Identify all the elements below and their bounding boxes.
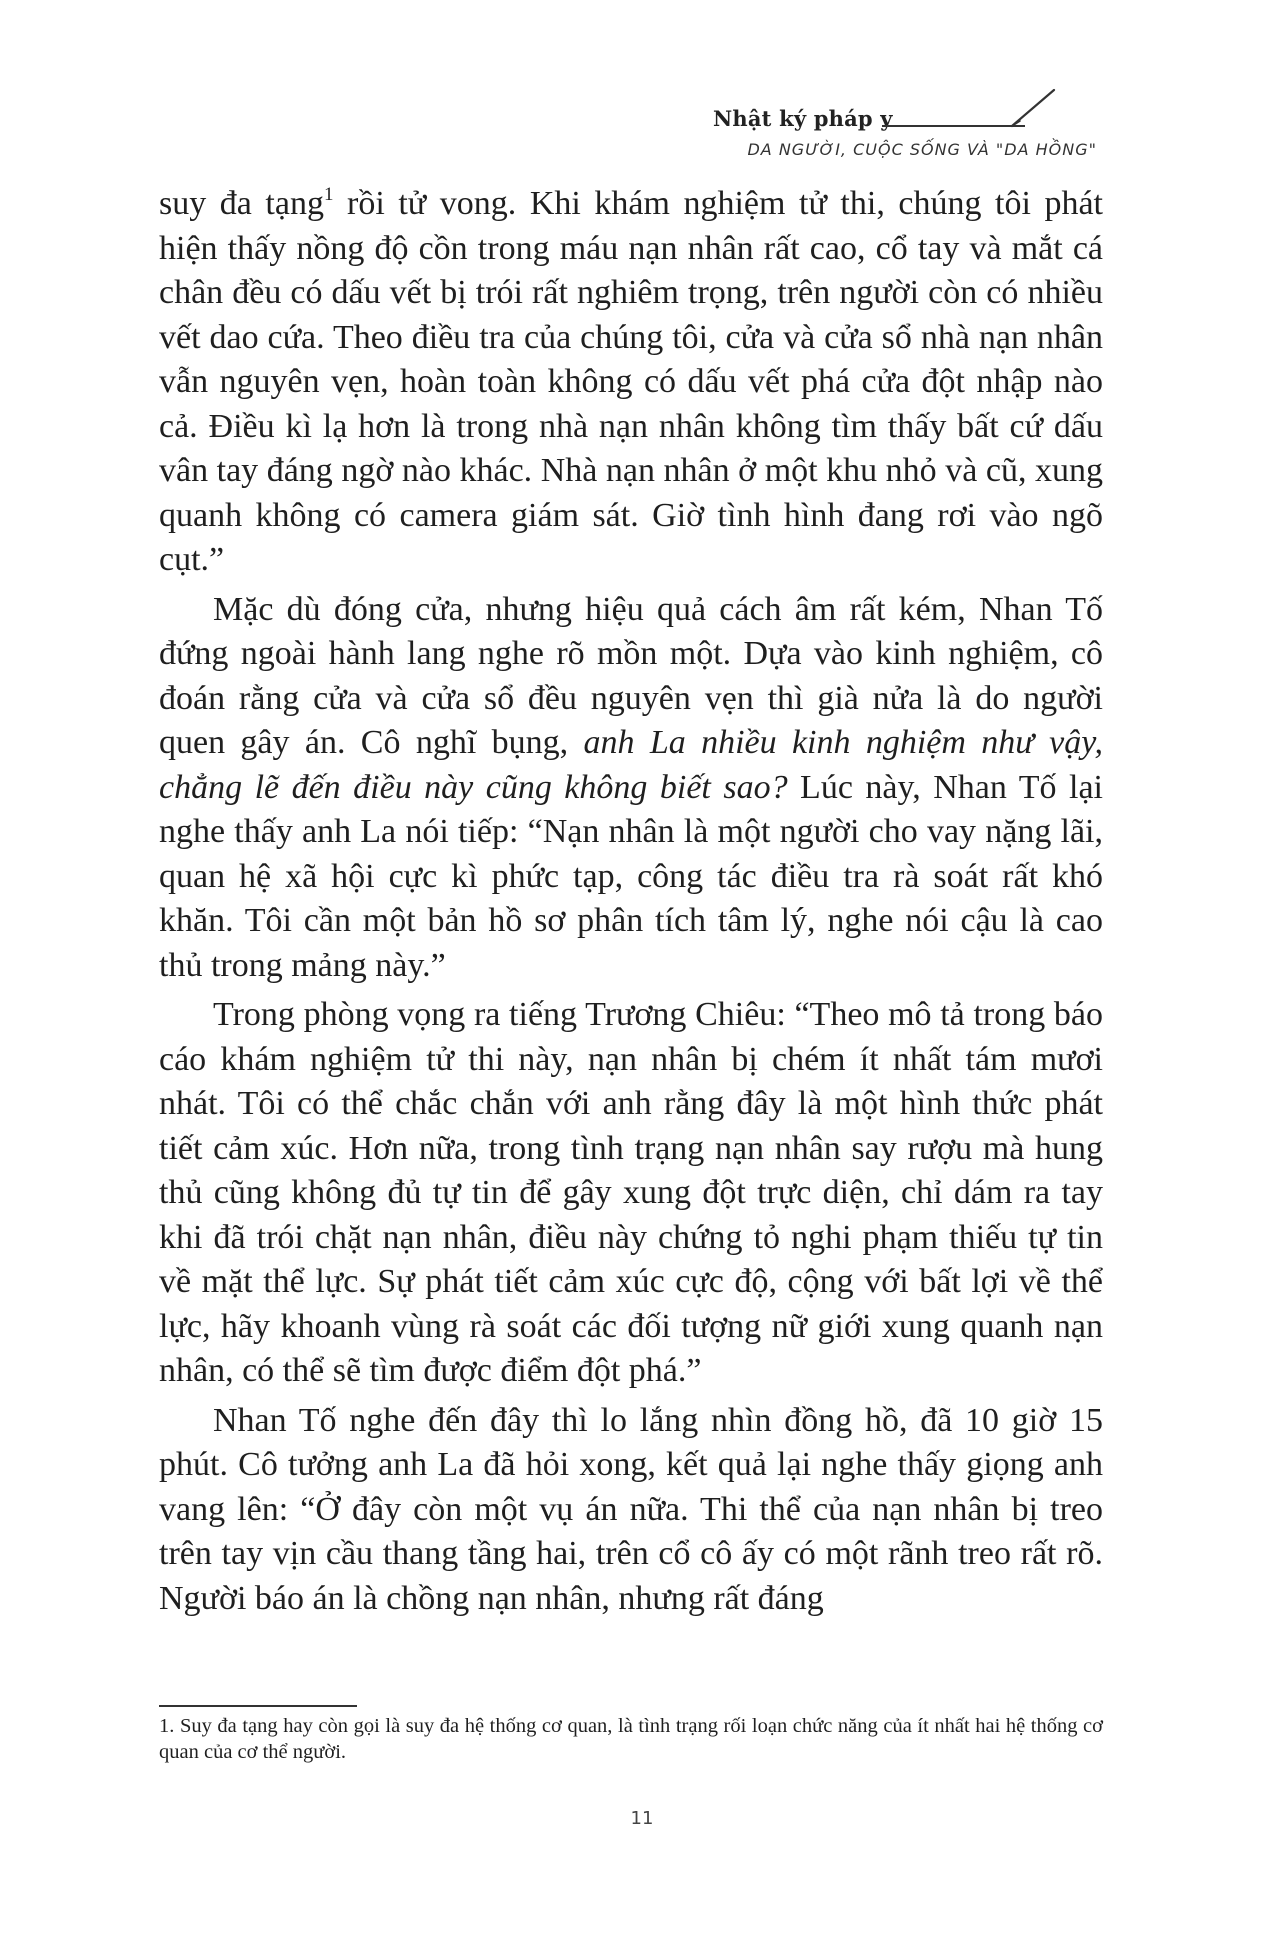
pen-stroke-icon <box>1010 88 1056 130</box>
paragraph-2-part-2: Lúc này, Nhan Tố lại nghe thấy anh La nói tiếp: “Nạn nhân là một người cho vay nặng lãi, quan hệ xã hội cực kì phức tạp, công tác điều tra rà soát rất khó khăn. Tôi cần một bản hồ sơ phân tích tâm lý, nghe nói cậu là cao thủ trong mảng này.” <box>159 768 1103 984</box>
paragraph-1 <box>159 182 1103 583</box>
footnote-reference: 1 <box>323 184 334 205</box>
header-rule <box>882 125 1025 127</box>
book-title: Nhật ký pháp y <box>713 106 893 131</box>
paragraph-2-italic-thought: anh La nhiều kinh nghiệm như vậy, chẳng lẽ đến điều này cũng không biết sao? <box>159 724 1103 806</box>
paragraph-1-start: suy đa tạng <box>159 185 324 222</box>
paragraph-2-part-1: Mặc dù đóng cửa, nhưng hiệu quả cách âm rất kém, Nhan Tố đứng ngoài hành lang nghe rõ mồn một. Dựa vào kinh nghiệm, cô đoán rằng cửa và cửa sổ đều nguyên vẹn thì già nửa là do người quen gây án. Cô nghĩ bụng, <box>159 590 1103 761</box>
paragraph-1-rest: rồi tử vong. Khi khám nghiệm tử thi, chúng tôi phát hiện thấy nồng độ cồn trong máu nạn nhân rất cao, cổ tay và mắt cá chân đều có dấu vết bị trói rất nghiêm trọng, trên người còn có nhiều vết dao cứa. Theo điều tra của chúng tôi, cửa và cửa sổ nhà nạn nhân vẫn nguyên vẹn, hoàn toàn không có dấu vết phá cửa đột nhập nào cả. Điều kì lạ hơn là trong nhà nạn nhân không tìm thấy bất cứ dấu vân tay đáng ngờ nào khác. Nhà nạn nhân ở một khu nhỏ và cũ, xung quanh không có camera giám sát. Giờ tình hình đang rơi vào ngõ cụt.” <box>159 185 1104 578</box>
body-text <box>159 182 1103 1626</box>
footnote-rule <box>159 1705 357 1707</box>
page-number: 11 <box>630 1808 654 1829</box>
footnote: 1. Suy đa tạng hay còn gọi là suy đa hệ thống cơ quan, là tình trạng rối loạn chức năng của ít nhất hai hệ thống cơ quan của cơ thể người. <box>159 1715 1103 1763</box>
paragraph-2 <box>159 588 1103 989</box>
paragraph-4: Nhan Tố nghe đến đây thì lo lắng nhìn đồng hồ, đã 10 giờ 15 phút. Cô tưởng anh La đã hỏi xong, kết quả lại nghe thấy giọng anh vang lên: “Ở đây còn một vụ án nữa. Thi thể của nạn nhân bị treo trên tay vịn cầu thang tầng hai, trên cổ cô ấy có một rãnh treo rất rõ. Người báo án là chồng nạn nhân, nhưng rất đáng <box>159 1401 1103 1617</box>
running-header <box>0 0 1284 170</box>
paragraph-3: Trong phòng vọng ra tiếng Trương Chiêu: “Theo mô tả trong báo cáo khám nghiệm tử thi này, nạn nhân bị chém ít nhất tám mươi nhát. Tôi có thể chắc chắn với anh rằng đây là một hình thức phát tiết cảm xúc. Hơn nữa, trong tình trạng nạn nhân say rượu mà hung thủ cũng không đủ tự tin để gây xung đột trực diện, chỉ dám ra tay khi đã trói chặt nạn nhân, điều này chứng tỏ nghi phạm thiếu tự tin về mặt thể lực. Sự phát tiết cảm xúc cực độ, cộng với bất lợi về thể lực, hãy khoanh vùng rà soát các đối tượng nữ giới xung quanh nạn nhân, có thể sẽ tìm được điểm đột phá.” <box>159 996 1103 1389</box>
book-subtitle: DA NGƯỜI, CUỘC SỐNG VÀ "DA HỒNG" <box>747 140 1097 159</box>
